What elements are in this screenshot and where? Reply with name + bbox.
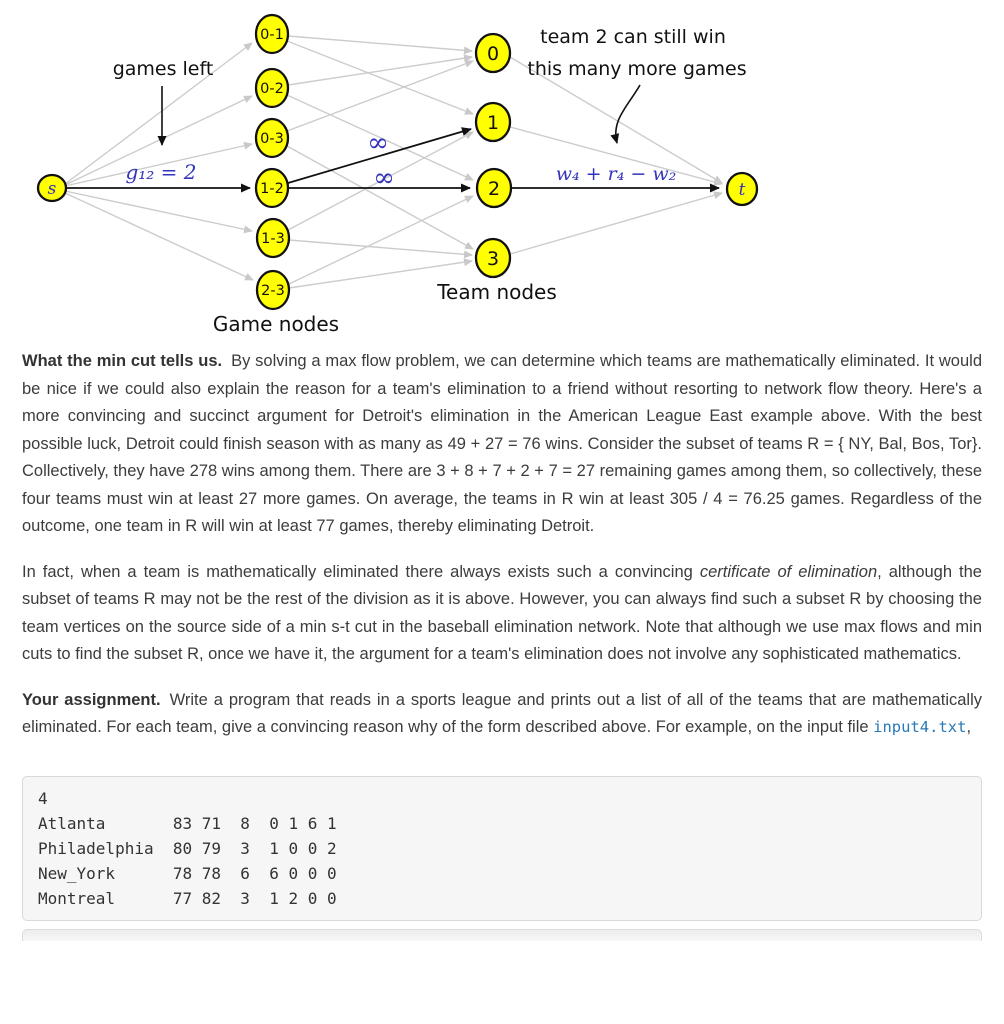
assignment-heading: Your assignment. [22,690,161,709]
paragraph-assignment [22,687,982,742]
node-source-label: s [47,179,57,199]
code-line: Atlanta 83 71 8 0 1 6 1 [38,813,337,833]
edge-2-3-to-team2 [289,196,473,284]
next-code-block-top-edge [22,929,982,941]
article-body [0,348,1004,941]
code-block [22,776,982,921]
infinity-lower-label: ∞ [373,163,395,193]
infinity-upper-label: ∞ [367,128,389,158]
game-nodes-caption: Game nodes [212,312,340,336]
g12-capacity-label: g₁₂ = 2 [125,160,197,184]
paragraph-min-cut [22,348,982,541]
edge-s-to-1-3 [65,191,252,231]
team-nodes-caption: Team nodes [437,280,557,304]
team-capacity-label: w₄ + r₄ − w₂ [555,163,677,185]
assignment-text: Write a program that reads in a sports league and prints out a list of all of the teams that are mathematically eliminated. For each team, give a convincing reason why of the form described above. For example, on the input file [22,690,982,736]
node-game-0-3-label: 0-3 [260,131,284,147]
min-cut-heading: What the min cut tells us. [22,352,223,370]
edge-1-3-to-team3 [289,240,472,255]
code-line: 4 [38,788,48,808]
code-line: New_York 78 78 6 6 0 0 0 [38,863,337,883]
assignment-text-after-link: , [966,718,972,736]
input4-txt-link[interactable]: input4.txt [873,718,967,736]
edge-0-2-to-team0 [288,57,472,85]
code-line: Montreal 77 82 3 1 2 0 0 [38,888,337,908]
node-game-2-3-label: 2-3 [261,283,285,299]
node-team-2-label: 2 [487,178,501,200]
node-team-3-label: 3 [486,248,500,270]
certificate-text-before: In fact, when a team is mathematically eliminated there always exists such a convincing [22,562,700,581]
baseball-elimination-figure [0,0,1004,348]
node-team-0-label: 0 [486,43,500,65]
certificate-of-elimination-term: certificate of elimination [699,562,878,581]
code-line: Philadelphia 80 79 3 1 0 0 2 [38,838,337,858]
certificate-text-after: , although the subset of teams R may not be the rest of the division as it is above. However, you can always find such a subset R by choosing the team vertices on the source side of a min s-t cut in the baseball elimination network. Note that although we use max flows and min cuts to find the subset R, once we have it, the argument for a team's elimination does not involve any sophisticated mathematics. [22,562,982,663]
node-game-1-3-label: 1-3 [261,231,285,247]
node-team-1-label: 1 [486,112,500,134]
min-cut-text: By solving a max flow problem, we can determine which teams are mathematically eliminated. It would be nice if we could also explain the reason for a team's elimination to a friend without resorting to network flow theory. Here's a more convincing and succinct argument for Detroit's elimination in the American League East example above. With the best possible luck, Detroit could finish season with as many as 49 + 27 = 76 wins. Consider the subset of teams R = { NY, Bal, Bos, Tor}. Collectively, they have 278 wins among them. There are 3 + 8 + 7 + 2 + 7 = 27 remaining games among them, so collectively, these four teams must win at least 27 more games. On average, the teams in R win at least 305 / 4 = 76.25 games. Regardless of the outcome, one team in R will win at least 77 games, thereby eliminating Detroit. [22,352,982,535]
games-left-label: games left [112,58,214,80]
node-game-0-1-label: 0-1 [260,27,284,43]
edge-team3-to-t [510,193,722,254]
edge-0-1-to-team0 [288,36,472,51]
edge-0-1-to-team1 [287,41,473,114]
node-game-0-2-label: 0-2 [260,81,284,97]
team2-note-arrow [616,85,640,143]
node-game-1-2-label: 1-2 [260,181,284,197]
edge-s-to-2-3 [65,193,253,280]
team2-note-line2: this many more games [527,58,747,80]
edge-0-3-to-team3 [287,146,473,249]
team2-note-line1: team 2 can still win [540,26,726,48]
node-sink-label: t [738,180,746,200]
flow-network-diagram [0,0,1004,348]
paragraph-certificate [22,559,982,669]
